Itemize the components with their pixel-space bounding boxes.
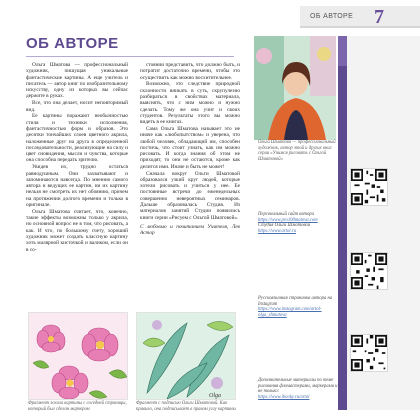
- qr-code-icon: [351, 253, 387, 289]
- author-portrait: [254, 36, 336, 140]
- paragraph: Ольга Шматова считает, что, конечно, такие эффекты возможны только у акрила, но основной вопрос не в том, что рисовать, а как. И что, по большому счету, хороший художник может создать классную картину хоть малярной кисточкой и валиком, если он в со-: [26, 208, 128, 253]
- title-divider: [26, 56, 234, 57]
- paragraph: Ольга Шматова — профессиональный художник, пишущая уникальные фантастические картины. А еще учитель и писатель — автор книг по изобразительному искусству, одну из которых вы сейчас держите в руках.: [26, 62, 128, 100]
- sidebar-accent-top: [338, 36, 347, 66]
- paragraph: Увидев их, трудно остаться равнодушным. Они захватывают и запоминаются навсегда. По мнению самого автора и ведущих ее картин, ни их картину нельзя не смотреть их нет обоянию, причем на протяжении долгого времени и только в оригинале.: [26, 164, 128, 209]
- studio-link[interactable]: https://www.artol.ru: [258, 228, 296, 234]
- author-photo: [254, 36, 336, 140]
- paragraph: Ее картины поражают необычностью стиля и техники исполнения, фантастичностью форм и образов. Это десятки тончайших слоев цветного акрила, наложенные друг на друга в определенной последовательности, реализующие на силу и цвет сновидения, мысли и чувства, которые она способна передать зрителю.: [26, 113, 128, 164]
- qr-caption-website: [258, 212, 338, 234]
- signature: С любовью и почитанием Учителя, Лев Астор: [140, 223, 240, 237]
- qr-code-icon: [351, 169, 387, 205]
- paragraph: Сама Ольга Шматова называет это не иначе как «любопытством» и уверена, что любой человек, обладающий им, способен постичь, что стоит узнать, как им можно рисовать. И когда знания об этом не приходят, то они не остаются, кроме как делится ими. Иначе и быть не может!: [140, 125, 240, 170]
- qr-code-materials[interactable]: [350, 334, 388, 372]
- instagram-link[interactable]: https://www.instagram.com/artol-olga_shmatova: [258, 307, 322, 318]
- flower-sketch-illustration: [29, 313, 128, 400]
- paragraph: стоянии представить, что должно быть, и потратит достаточно времени, чтобы это осуществить как можно восхитительнее.: [140, 62, 240, 81]
- paragraph: Все, что она делает, носит неповторимый вид.: [26, 100, 128, 113]
- qr-code-instagram[interactable]: [350, 252, 388, 290]
- materials-link[interactable]: https://www.ibooky.ru/artol: [258, 394, 310, 400]
- artist-signature-mark: Olga: [209, 393, 221, 399]
- qr-second-label: Студия Ольги Шматовой: [258, 223, 311, 229]
- artwork-image-leaves: [136, 312, 236, 400]
- page-title: ОБ АВТОРЕ: [26, 35, 119, 52]
- qr-code-icon: [351, 335, 387, 371]
- qr-caption-instagram: [258, 296, 338, 318]
- artwork-caption: Фрагмент эскиза картины с соседней страницы, который был сделан маркером: [28, 401, 127, 412]
- author-photo-caption: Ольга Шматова — профессиональный художник, автор этой и других книг серии «Учимся рисовать с Ольгой Шматовой»: [258, 140, 336, 162]
- paragraph: Сначала вокруг Ольги Шматовой образовался узкий круг людей, которые хотели рисовать и учиться у нее. Ее постоянные встречи до еженедельных совершенно невероятных семинаров. Дальше образовалась Студия. Из материалов занятий Студии появились книги серии «Рисуем с Ольгой Шматовой».: [140, 170, 240, 221]
- article-column-right: [140, 62, 240, 312]
- page-number: 7: [374, 6, 384, 28]
- paragraph: Возможно, это следствие природной склонности вникать в суть, скрупулезно разбираться в свойствах материала, выяснять, что с ним можно и нужно сделать. Тому же она учит и своих студентов. Результаты этого вы можно видеть в ее книгах.: [140, 81, 240, 126]
- page-header: [300, 6, 420, 28]
- sidebar-accent-bar: [338, 36, 347, 410]
- qr-label: Дополнительные материалы по теме рисования фломастерами, маркерами и не только:: [258, 378, 338, 395]
- qr-label: Русскоязычная страничка автора на Instagram: [258, 296, 333, 307]
- qr-label: Персональный сайт автора: [258, 212, 314, 217]
- artwork-image-flowers: [28, 312, 128, 400]
- article-column-left: [26, 62, 128, 302]
- website-link[interactable]: https://www.pro100matova.com: [258, 217, 318, 223]
- artwork-caption: Фрагмент с подписью Ольги Шматовой. Как правило, она подписывает в правом углу картины: [136, 401, 236, 412]
- qr-code-website[interactable]: [350, 168, 388, 206]
- qr-caption-materials: [258, 378, 338, 400]
- leaf-painting-illustration: [137, 313, 236, 400]
- header-section-label: ОБ АВТОРЕ: [310, 13, 354, 20]
